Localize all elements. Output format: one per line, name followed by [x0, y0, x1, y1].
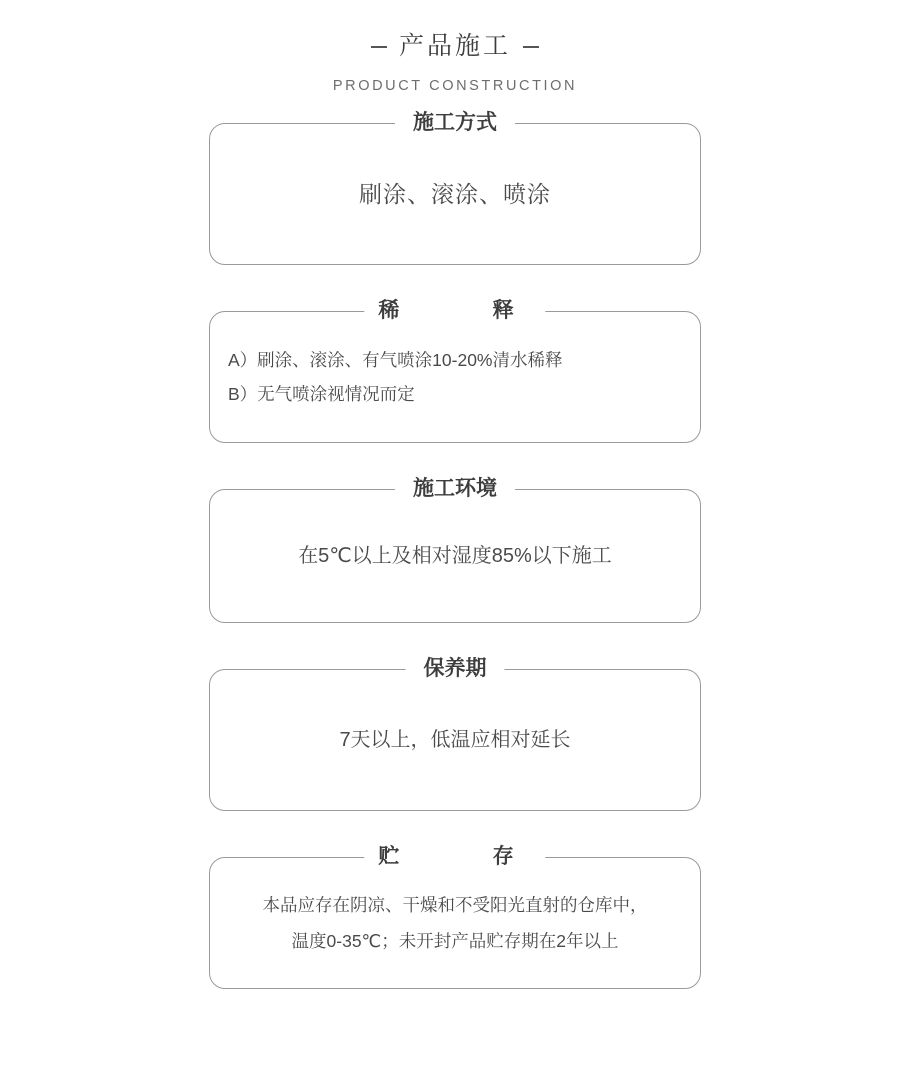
card-title: 保养期 [406, 656, 505, 682]
card-line: B）无气喷涂视情况而定 [228, 384, 415, 404]
card-title: 贮 存 [364, 844, 545, 870]
card-line: 温度0-35℃；未开封产品贮存期在2年以上 [291, 931, 619, 951]
card-dilution [209, 299, 701, 443]
card-line: A）刷涂、滚涂、有气喷涂10-20%清水稀释 [228, 350, 563, 370]
card-construction-method [209, 111, 701, 265]
card-line: 本品应存在阴凉、干燥和不受阳光直射的仓库中， [262, 895, 648, 915]
page-title-row [0, 34, 910, 59]
page-title: 产品施工 [398, 32, 511, 60]
card-line: 在5℃以上及相对湿度85%以下施工 [298, 544, 612, 567]
card-maintenance-period [209, 657, 701, 811]
page-header [0, 0, 910, 94]
title-left-dash-icon [371, 46, 387, 48]
title-right-dash-icon [523, 46, 539, 48]
card-line: 刷涂、滚涂、喷涂 [359, 180, 551, 207]
card-title: 施工环境 [395, 476, 515, 502]
card-list [0, 111, 910, 989]
card-body [210, 670, 700, 810]
card-line: 7天以上，低温应相对延长 [339, 728, 571, 751]
card-title: 稀 释 [364, 298, 545, 324]
card-body [210, 312, 700, 442]
card-body [210, 124, 700, 264]
card-body [210, 858, 700, 988]
card-construction-environment [209, 477, 701, 623]
card-storage [209, 845, 701, 989]
card-title: 施工方式 [395, 110, 515, 136]
page-subtitle: PRODUCT CONSTRUCTION [332, 78, 578, 94]
card-body [210, 490, 700, 622]
